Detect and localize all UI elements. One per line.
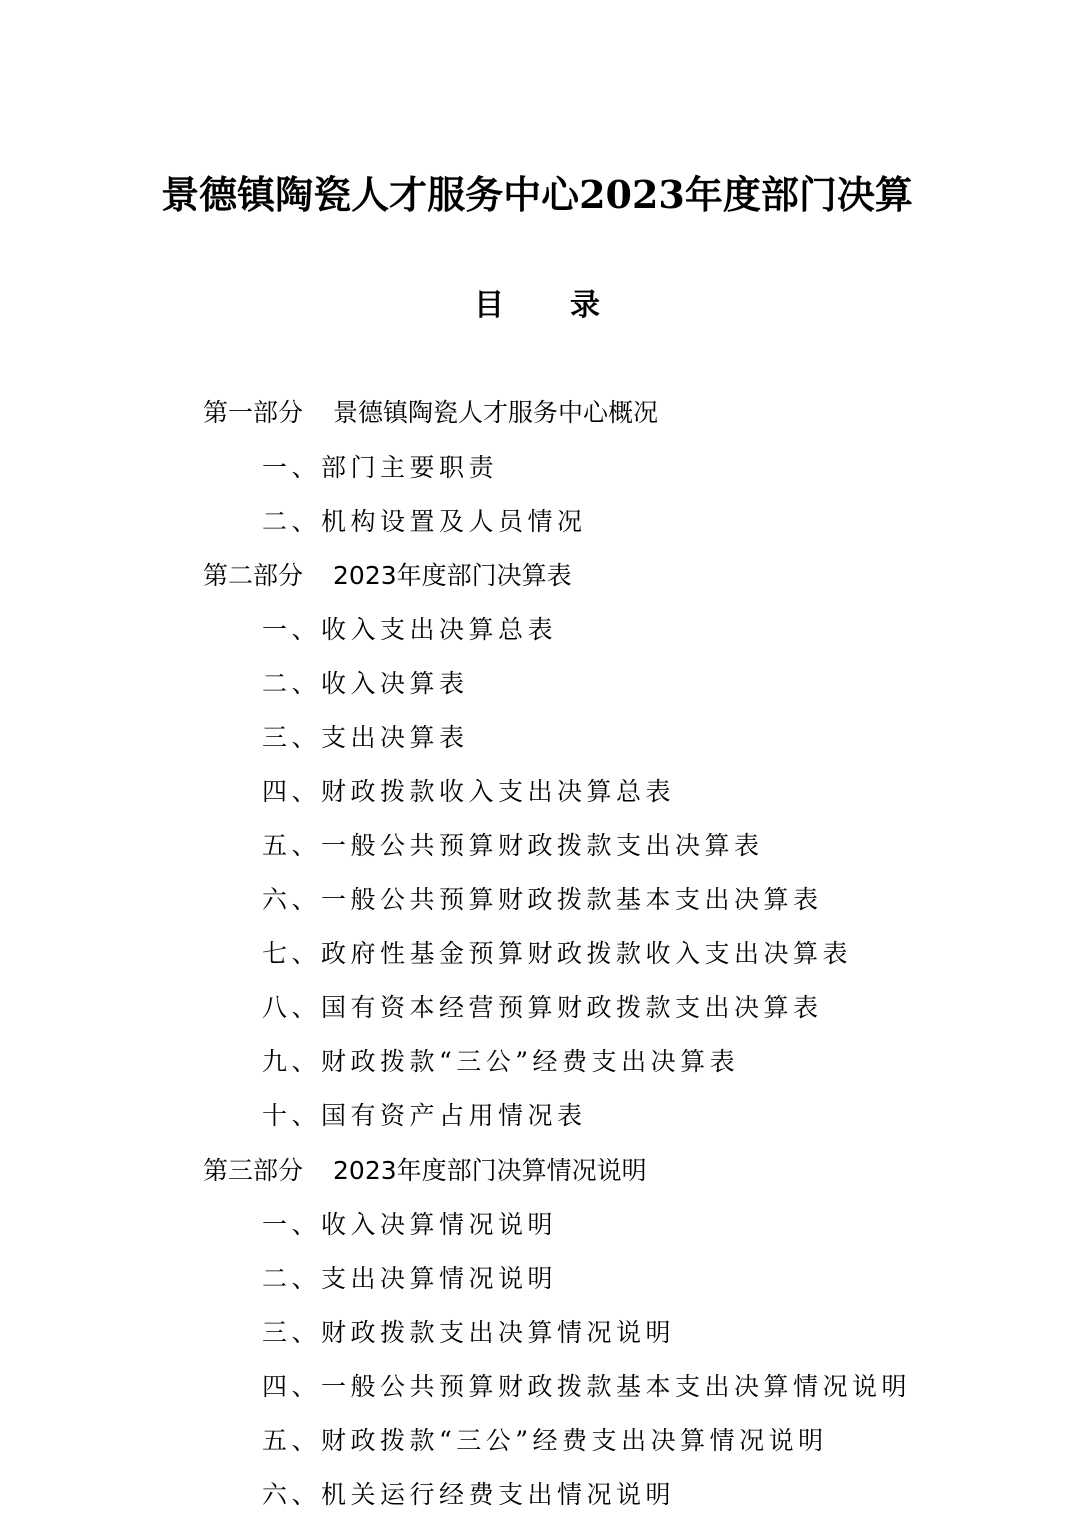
toc-item[interactable]: 十、国有资产占用情况表 (262, 1101, 587, 1130)
part-number: 第三部分 (203, 1156, 304, 1185)
toc-heading-char-1: 目 (474, 288, 504, 323)
toc-item[interactable]: 二、收入决算表 (262, 669, 469, 698)
part-title: 2023年度部门决算表 (333, 561, 572, 590)
toc-heading (0, 284, 1074, 328)
part-number: 第二部分 (203, 561, 304, 590)
toc-part-2[interactable] (203, 558, 572, 594)
toc-item[interactable]: 五、财政拨款“三公”经费支出决算情况说明 (262, 1426, 828, 1455)
toc-part-3[interactable] (203, 1153, 647, 1189)
toc-item[interactable]: 一、收入决算情况说明 (262, 1210, 558, 1239)
toc-item[interactable]: 二、支出决算情况说明 (262, 1264, 558, 1293)
document-title: 景德镇陶瓷人才服务中心2023年度部门决算 (161, 172, 913, 217)
toc-item[interactable]: 三、财政拨款支出决算情况说明 (262, 1318, 676, 1347)
toc-item[interactable]: 一、收入支出决算总表 (262, 615, 558, 644)
toc-item[interactable]: 八、国有资本经营预算财政拨款支出决算表 (262, 993, 823, 1022)
part-title: 2023年度部门决算情况说明 (333, 1156, 647, 1185)
toc-item[interactable]: 四、财政拨款收入支出决算总表 (262, 777, 676, 806)
toc-item[interactable]: 九、财政拨款“三公”经费支出决算表 (262, 1047, 740, 1076)
toc-item[interactable]: 五、一般公共预算财政拨款支出决算表 (262, 831, 764, 860)
toc-item[interactable]: 七、政府性基金预算财政拨款收入支出决算表 (262, 939, 853, 968)
toc-part-1[interactable] (203, 395, 658, 431)
toc-item[interactable]: 三、支出决算表 (262, 723, 469, 752)
part-title: 景德镇陶瓷人才服务中心概况 (333, 398, 659, 427)
toc-item[interactable]: 六、一般公共预算财政拨款基本支出决算表 (262, 885, 823, 914)
toc-heading-char-2: 录 (570, 288, 600, 323)
toc-item[interactable]: 六、机关运行经费支出情况说明 (262, 1480, 676, 1509)
part-number: 第一部分 (203, 398, 304, 427)
toc-item[interactable]: 一、部门主要职责 (262, 453, 499, 482)
toc-item[interactable]: 二、机构设置及人员情况 (262, 507, 587, 536)
toc-item[interactable]: 四、一般公共预算财政拨款基本支出决算情况说明 (262, 1372, 912, 1401)
